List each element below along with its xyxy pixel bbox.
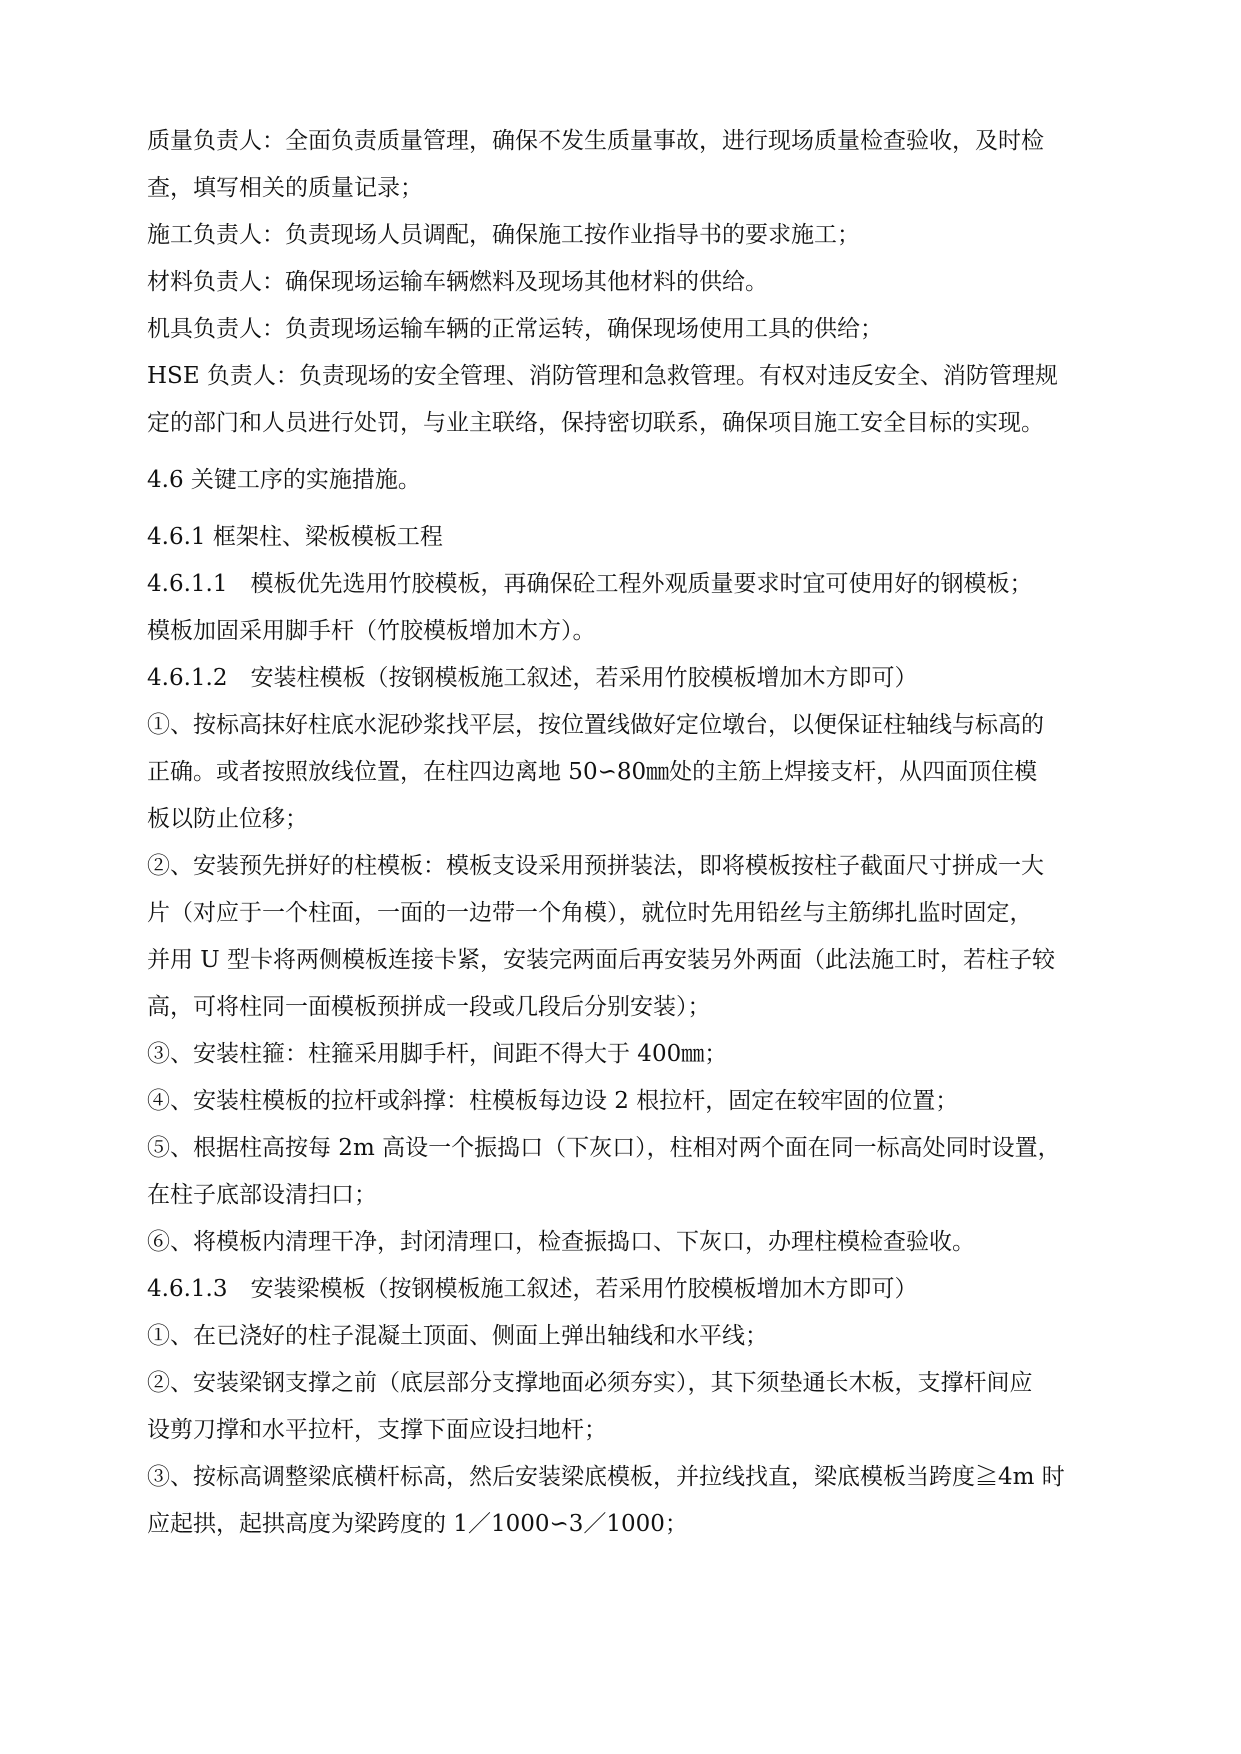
text-line: 机具负责人：负责现场运输车辆的正常运转，确保现场使用工具的供给； xyxy=(147,316,883,342)
text-line: 高，可将柱同一面模板预拼成一段或几段后分别安装）； xyxy=(147,994,711,1020)
text-line: ③、安装柱箍：柱箍采用脚手杆，间距不得大于 400㎜； xyxy=(147,1041,728,1067)
text-line: ②、安装预先拼好的柱模板：模板支设采用预拼装法，即将模板按柱子截面尺寸拼成一大 xyxy=(147,853,1044,879)
text-line: 设剪刀撑和水平拉杆，支撑下面应设扫地杆； xyxy=(147,1417,607,1443)
text-line: 在柱子底部设清扫口； xyxy=(147,1182,377,1208)
text-line: 4.6.1.3 安装梁模板（按钢模板施工叙述，若采用竹胶模板增加木方即可） xyxy=(147,1276,918,1302)
text-line: 模板加固采用脚手杆（竹胶模板增加木方）。 xyxy=(147,618,596,644)
text-line: ⑤、根据柱高按每 2m 高设一个振捣口（下灰口），柱相对两个面在同一标高处同时设置， xyxy=(147,1135,1061,1161)
document-page xyxy=(147,118,1117,1548)
text-line: ⑥、将模板内清理干净，封闭清理口，检查振捣口、下灰口，办理柱模检查验收。 xyxy=(147,1229,975,1255)
text-line: 并用 U 型卡将两侧模板连接卡紧，安装完两面后再安装另外两面（此法施工时，若柱子较 xyxy=(147,947,1056,973)
text-line: ②、安装梁钢支撑之前（底层部分支撑地面必须夯实），其下须垫通长木板，支撑杆间应 xyxy=(147,1370,1033,1396)
text-line: 正确。或者按照放线位置，在柱四边离地 50∽80㎜处的主筋上焊接支杆，从四面顶住模 xyxy=(147,759,1038,785)
text-line: HSE 负责人：负责现场的安全管理、消防管理和急救管理。有权对违反安全、消防管理规 xyxy=(147,363,1058,389)
text-line: 材料负责人：确保现场运输车辆燃料及现场其他材料的供给。 xyxy=(147,269,768,295)
text-line: ④、安装柱模板的拉杆或斜撑：柱模板每边设 2 根拉杆，固定在较牢固的位置； xyxy=(147,1088,959,1114)
text-line: 4.6.1.1 模板优先选用竹胶模板，再确保砼工程外观质量要求时宜可使用好的钢模板； xyxy=(147,571,1033,597)
text-line: ①、在已浇好的柱子混凝土顶面、侧面上弹出轴线和水平线； xyxy=(147,1323,768,1349)
text-line: 质量负责人：全面负责质量管理，确保不发生质量事故，进行现场质量检查验收，及时检 xyxy=(147,128,1044,154)
text-line: 定的部门和人员进行处罚，与业主联络，保持密切联系，确保项目施工安全目标的实现。 xyxy=(147,410,1044,436)
section-heading: 4.6 关键工序的实施措施。 xyxy=(147,467,421,493)
text-line: 片（对应于一个柱面，一面的一边带一个角模），就位时先用铅丝与主筋绑扎监时固定， xyxy=(147,900,1033,926)
text-line: 板以防止位移； xyxy=(147,806,308,832)
text-line: 应起拱，起拱高度为梁跨度的 1／1000∽3／1000； xyxy=(147,1511,688,1537)
text-line: 查，填写相关的质量记录； xyxy=(147,175,423,201)
text-line: ①、按标高抹好柱底水泥砂浆找平层，按位置线做好定位墩台，以便保证柱轴线与标高的 xyxy=(147,712,1044,738)
section-heading: 4.6.1 框架柱、梁板模板工程 xyxy=(147,524,443,550)
text-line: ③、按标高调整梁底横杆标高，然后安装梁底模板，并拉线找直，梁底模板当跨度≧4m 时 xyxy=(147,1464,1065,1490)
text-line: 施工负责人：负责现场人员调配，确保施工按作业指导书的要求施工； xyxy=(147,222,860,248)
text-line: 4.6.1.2 安装柱模板（按钢模板施工叙述，若采用竹胶模板增加木方即可） xyxy=(147,665,918,691)
